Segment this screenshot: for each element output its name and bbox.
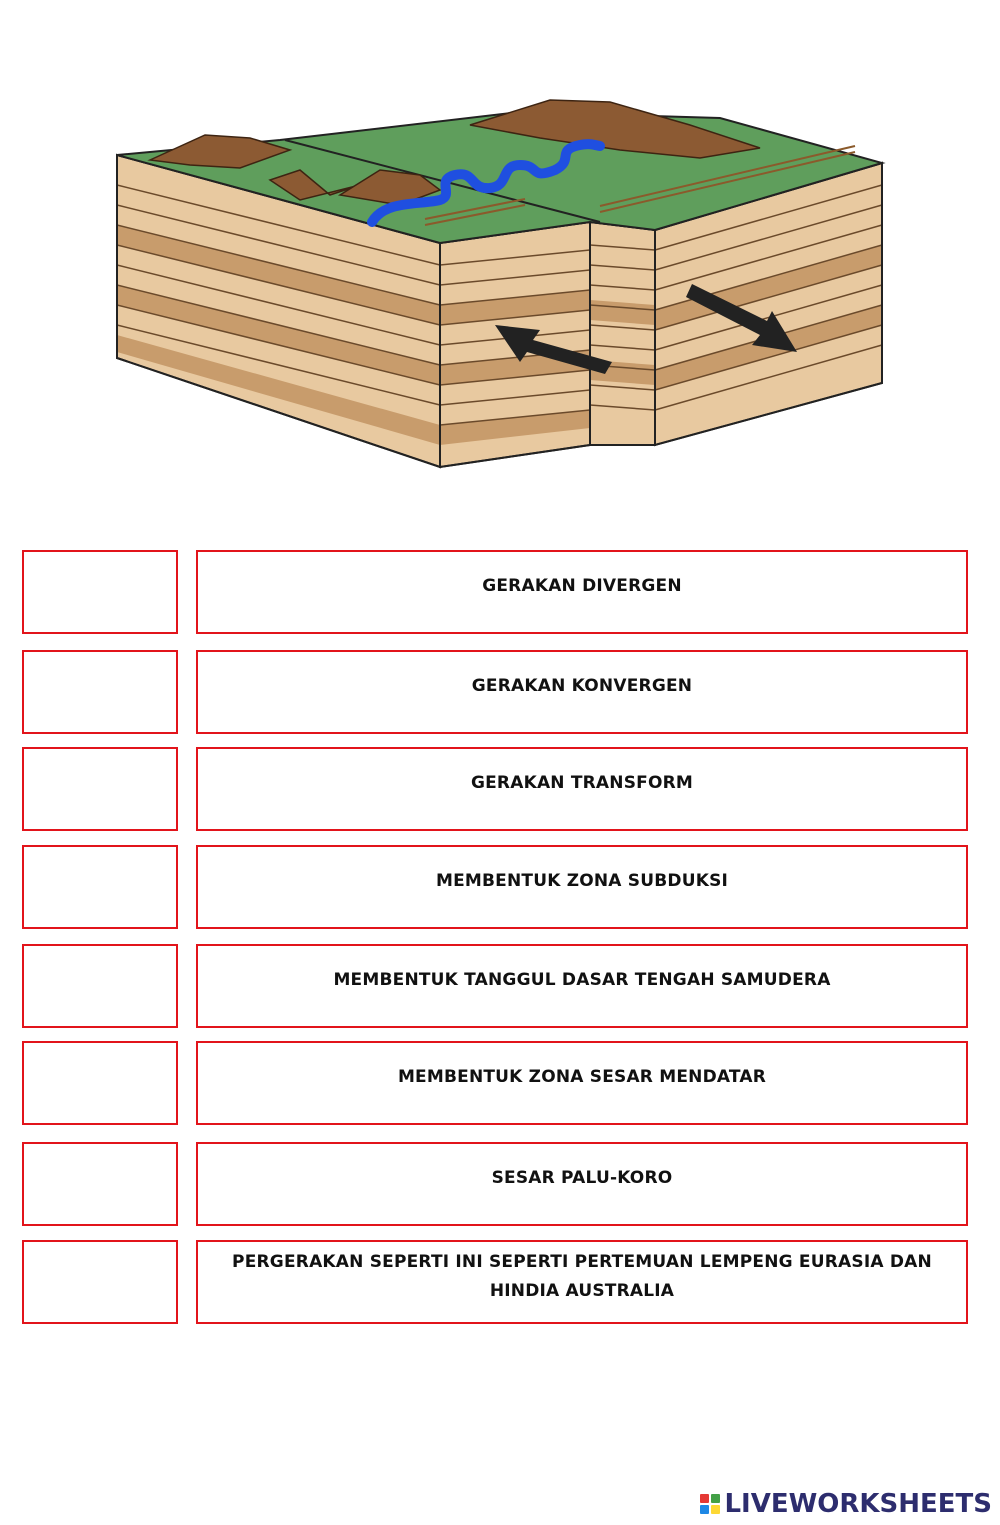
liveworksheets-logo-icon	[700, 1494, 720, 1514]
answer-box[interactable]	[22, 1142, 178, 1226]
statement-text: MEMBENTUK ZONA SESAR MENDATAR	[397, 1067, 767, 1087]
statement-box	[196, 1041, 968, 1125]
match-row	[22, 944, 972, 1028]
brand-name: LIVEWORKSHEETS	[724, 1489, 992, 1519]
answer-box[interactable]	[22, 747, 178, 831]
statement-box	[196, 845, 968, 929]
match-row	[22, 1240, 972, 1324]
match-row	[22, 1142, 972, 1226]
statement-text: SESAR PALU-KORO	[491, 1168, 673, 1188]
statement-box	[196, 747, 968, 831]
statement-text: MEMBENTUK ZONA SUBDUKSI	[435, 871, 729, 891]
match-row	[22, 550, 972, 634]
match-row	[22, 747, 972, 831]
answer-box[interactable]	[22, 1240, 178, 1324]
statement-box	[196, 944, 968, 1028]
statement-box	[196, 1240, 968, 1324]
statement-text: GERAKAN TRANSFORM	[470, 773, 694, 793]
answer-box[interactable]	[22, 845, 178, 929]
statement-box	[196, 550, 968, 634]
match-row	[22, 845, 972, 929]
statement-text: PERGERAKAN SEPERTI INI SEPERTI PERTEMUAN LEMPENG EURASIA DAN HINDIA AUSTRALIA	[232, 1252, 932, 1301]
statement-text: MEMBENTUK TANGGUL DASAR TENGAH SAMUDERA	[333, 970, 831, 990]
answer-box[interactable]	[22, 944, 178, 1028]
answer-box[interactable]	[22, 550, 178, 634]
match-row	[22, 1041, 972, 1125]
statement-box	[196, 650, 968, 734]
match-row	[22, 650, 972, 734]
statement-text: GERAKAN KONVERGEN	[471, 676, 693, 696]
brand-footer	[700, 1487, 992, 1521]
answer-box[interactable]	[22, 650, 178, 734]
answer-box[interactable]	[22, 1041, 178, 1125]
statement-box	[196, 1142, 968, 1226]
statement-text: GERAKAN DIVERGEN	[482, 576, 682, 596]
plate-boundary-illustration	[0, 0, 1000, 500]
